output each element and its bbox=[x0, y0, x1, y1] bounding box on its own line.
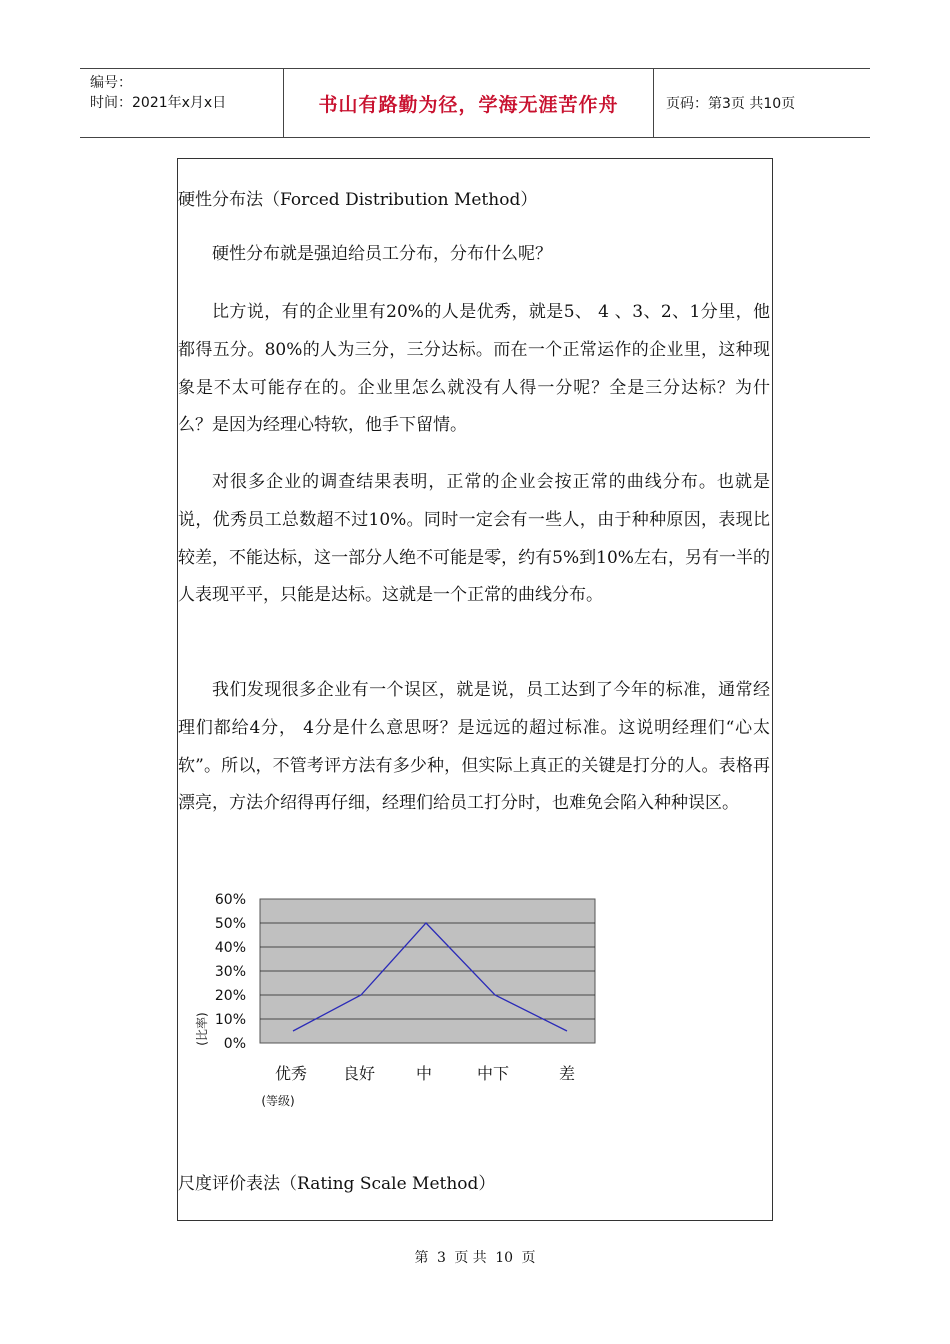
header-motto-cell bbox=[284, 69, 654, 137]
y-tick-label: 10% bbox=[214, 1012, 246, 1028]
x-category-label: 中下 bbox=[476, 1064, 510, 1083]
motto-text: 书山有路勤为径，学海无涯苦作舟 bbox=[318, 93, 619, 116]
distribution-chart bbox=[192, 887, 622, 1127]
y-tick-label: 50% bbox=[214, 916, 246, 932]
x-category-label: 优秀 bbox=[274, 1064, 308, 1083]
y-tick-label: 40% bbox=[214, 940, 246, 956]
header-page-cell bbox=[654, 69, 870, 137]
page-header bbox=[80, 68, 870, 138]
paragraph-1: 硬性分布就是强迫给员工分布，分布什么呢？ bbox=[212, 244, 552, 264]
time-label: 时间：2021年x月x日 bbox=[90, 95, 227, 111]
footer-suffix: 页 bbox=[521, 1250, 536, 1266]
page-footer bbox=[0, 1247, 950, 1267]
content-frame bbox=[177, 158, 773, 1221]
header-meta bbox=[80, 69, 284, 137]
section-title: 硬性分布法（Forced Distribution Method） bbox=[178, 190, 538, 210]
footer-page-number: 3 bbox=[436, 1250, 446, 1266]
x-axis-categories bbox=[275, 1064, 575, 1083]
paragraph-2: 比方说，有的企业里有20%的人是优秀，就是5、 4 、3、2、1分里，他都得五分。80%的人为三分，三分达标。而在一个正常运作的企业里，这种现象是不太可能存在的。企业里怎么就没有人得一分呢？全是三分达标？为什么？是因为经理心特软，他手下留情。 bbox=[178, 302, 770, 436]
y-axis-label: (比率) bbox=[195, 1012, 209, 1046]
footer-total-pages: 10 bbox=[495, 1250, 514, 1266]
number-label: 编号： bbox=[90, 75, 132, 91]
x-category-label: 良好 bbox=[342, 1064, 376, 1083]
x-category-label: 中 bbox=[415, 1064, 433, 1083]
x-axis-label: (等级) bbox=[261, 1094, 295, 1108]
next-section-title: 尺度评价表法（Rating Scale Method） bbox=[178, 1174, 496, 1194]
y-tick-label: 0% bbox=[223, 1036, 246, 1052]
y-tick-label: 60% bbox=[214, 892, 246, 908]
x-category-label: 差 bbox=[558, 1064, 576, 1083]
paragraph-4: 我们发现很多企业有一个误区，就是说，员工达到了今年的标准，通常经理们都给4分， 4分是什么意思呀？是远远的超过标准。这说明经理们“心太软”。所以，不管考评方法有多少种，但实际上真正的关键是打分的人。表格再漂亮，方法介绍得再仔细，经理们给员工打分时，也难免会陷入种种误区。 bbox=[178, 680, 770, 814]
footer-prefix: 第 bbox=[414, 1250, 429, 1266]
page-label: 页码：第3页 共10页 bbox=[666, 96, 796, 112]
y-axis-ticks bbox=[215, 892, 246, 1052]
y-tick-label: 20% bbox=[214, 988, 246, 1004]
paragraph-3: 对很多企业的调查结果表明，正常的企业会按正常的曲线分布。也就是说，优秀员工总数超不过10%。同时一定会有一些人，由于种种原因，表现比较差，不能达标，这一部分人绝不可能是零，约有5%到10%左右，另有一半的人表现平平，只能是达标。这就是一个正常的曲线分布。 bbox=[178, 472, 770, 606]
y-tick-label: 30% bbox=[214, 964, 246, 980]
footer-mid: 页 共 bbox=[454, 1250, 487, 1266]
